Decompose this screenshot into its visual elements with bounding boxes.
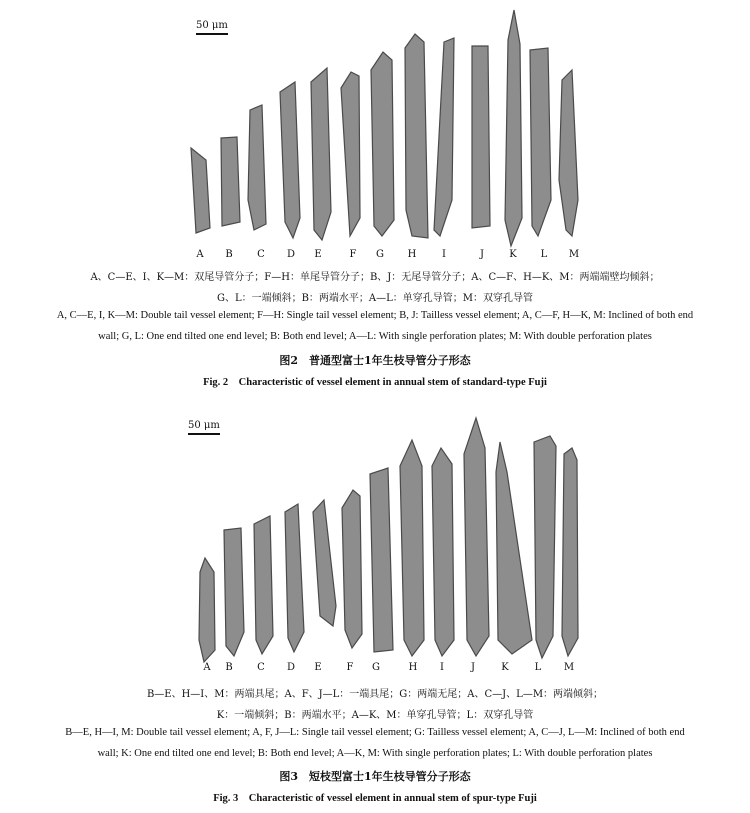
figure-title-cn: 图2 普通型富士1年生枝导管分子形态 <box>279 354 471 367</box>
figure-title-en: Fig. 3 Characteristic of vessel element in annual stem of spur-type Fuji <box>213 793 537 804</box>
vessel-element-d <box>285 504 304 652</box>
figure-2 <box>0 0 750 400</box>
cell-label: G <box>372 662 380 673</box>
cell-label: C <box>257 249 265 260</box>
vessel-element-i <box>432 448 454 656</box>
vessel-element-d <box>280 82 300 238</box>
scale-bar-label: 50 μm <box>196 20 228 31</box>
cell-label: K <box>509 249 517 260</box>
vessel-element-e <box>313 500 336 626</box>
cell-label: J <box>470 662 475 673</box>
vessel-element-e <box>311 68 331 240</box>
cell-label: F <box>346 662 354 673</box>
vessel-element-g <box>371 52 394 236</box>
vessel-element-c <box>248 105 266 230</box>
vessel-element-m <box>562 448 578 656</box>
caption-cn-line-2: K：一端倾斜；B：两端水平；A—K、M：单穿孔导管；L：双穿孔导管 <box>216 710 534 721</box>
cell-label: H <box>407 249 417 260</box>
micrograph-fig2 <box>0 0 750 265</box>
vessel-element-b <box>221 137 240 226</box>
caption-en-line-1: A, C—E, I, K—M: Double tail vessel element; F—H: Single tail vessel element; B, J: Tailless vessel element; A, C—F, H—K, M: Inclined of both end <box>56 310 694 321</box>
figure-title-cn: 图3 短枝型富士1年生枝导管分子形态 <box>279 770 471 783</box>
cell-label: K <box>501 662 509 673</box>
vessel-element-k <box>505 10 522 246</box>
cell-label: E <box>314 249 322 260</box>
scale-bar-label: 50 μm <box>188 420 220 431</box>
vessel-element-h <box>405 34 428 238</box>
cell-label: M <box>568 249 580 260</box>
cell-label: I <box>442 249 446 260</box>
cell-label: I <box>440 662 444 673</box>
cell-label: B <box>225 249 233 260</box>
cell-label: L <box>534 662 542 673</box>
cell-label: B <box>225 662 233 673</box>
caption-en-line-2: wall; G, L: One end tilted one end level; B: Both end level; A—L: With single perforation plates; M: With double perforation plates <box>98 331 652 342</box>
vessel-element-g <box>370 468 393 652</box>
vessel-element-i <box>434 38 454 236</box>
cell-label: G <box>376 249 384 260</box>
cell-label: D <box>286 249 296 260</box>
micrograph-fig3 <box>0 400 750 665</box>
vessel-element-j <box>464 418 489 656</box>
cell-label: F <box>349 249 357 260</box>
cell-label: J <box>479 249 484 260</box>
vessel-cells <box>199 418 578 662</box>
caption-cn-line-2: G、L：一端倾斜；B：两端水平；A—L：单穿孔导管；M：双穿孔导管 <box>216 293 534 304</box>
caption-en-line-2: wall; K: One end tilted one end level; B: Both end level; A—K, M: With single perforation plates; L: With double perforation plates <box>97 748 653 759</box>
vessel-element-f <box>342 490 362 648</box>
cell-label: E <box>314 662 322 673</box>
vessel-element-a <box>191 148 210 233</box>
vessel-element-c <box>254 516 273 654</box>
cell-label: D <box>286 662 296 673</box>
vessel-element-f <box>341 72 360 236</box>
cell-label: A <box>196 249 204 260</box>
figure-3 <box>0 400 750 813</box>
vessel-element-h <box>400 440 424 656</box>
cell-label: L <box>540 249 548 260</box>
cell-label: A <box>203 662 211 673</box>
cell-label: C <box>257 662 265 673</box>
caption-cn-line-1: A、C—E、I、K—M：双尾导管分子；F—H：单尾导管分子；B、J：无尾导管分子；A、C—F、H—K、M：两端端壁均倾斜； <box>90 272 660 283</box>
vessel-element-j <box>472 46 490 228</box>
figure-title-en: Fig. 2 Characteristic of vessel element in annual stem of standard-type Fuji <box>203 377 547 388</box>
vessel-element-b <box>224 528 244 656</box>
cell-label: H <box>408 662 418 673</box>
vessel-element-m <box>559 70 578 236</box>
vessel-cells <box>191 10 578 246</box>
vessel-element-k <box>496 442 532 654</box>
vessel-element-l <box>530 48 551 236</box>
cell-label: M <box>563 662 575 673</box>
caption-en-line-1: B—E, H—I, M: Double tail vessel element; A, F, J—L: Single tail vessel element; G: Tailless vessel element; A, C—J, L—M: Inclined of both end <box>65 727 685 738</box>
vessel-element-a <box>199 558 215 662</box>
caption-cn-line-1: B—E、H—I、M：两端具尾；A、F、J—L：一端具尾；G：两端无尾；A、C—J、L—M：两端倾斜； <box>146 689 604 700</box>
vessel-element-l <box>534 436 556 658</box>
